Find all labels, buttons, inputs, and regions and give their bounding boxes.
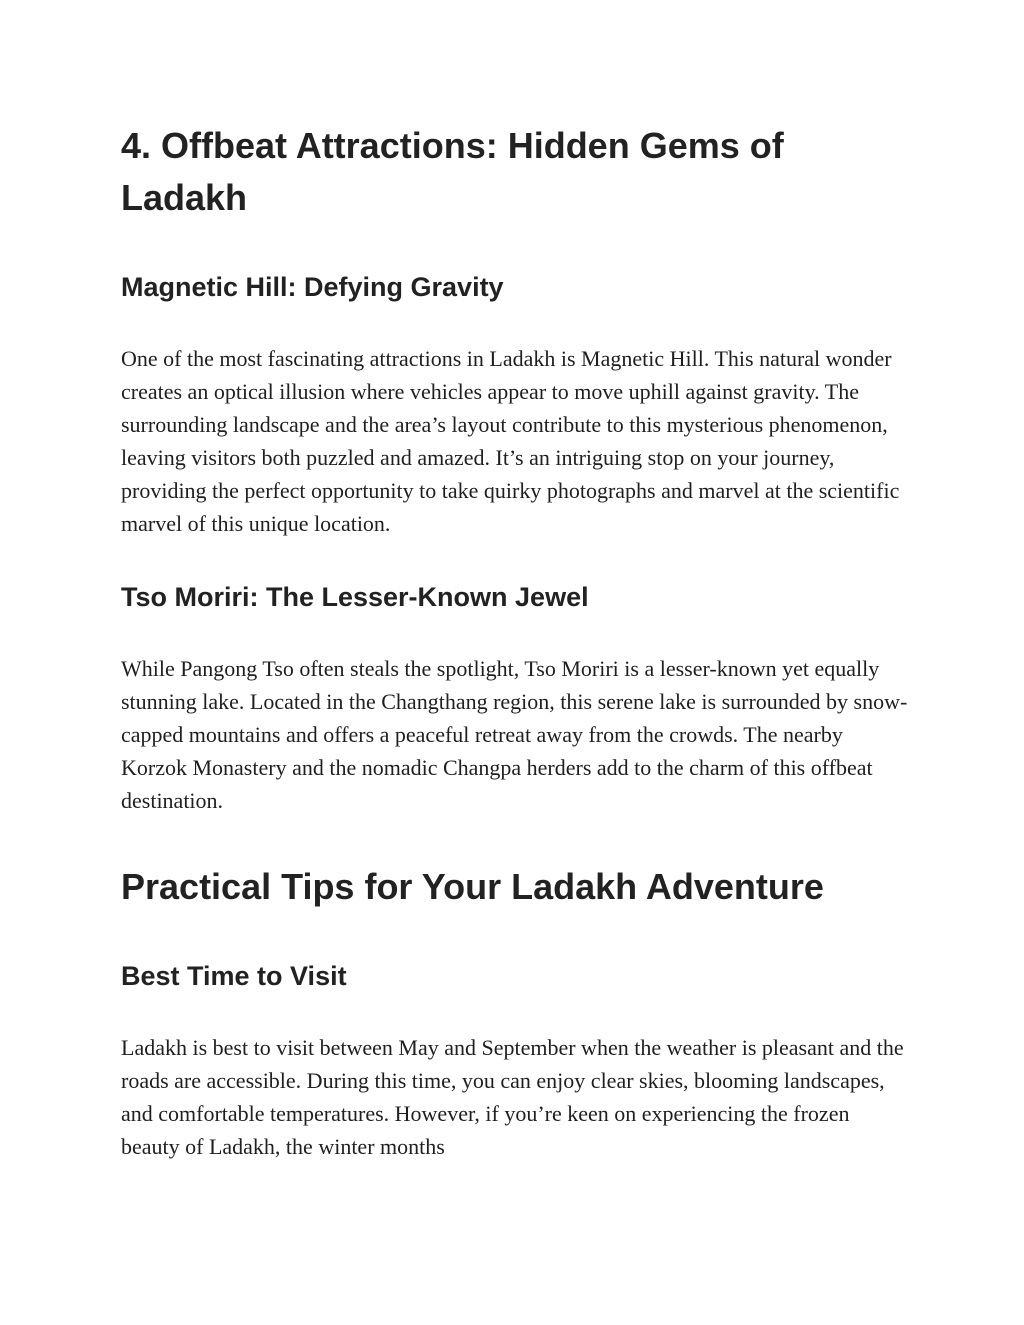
practical-tips-heading: Practical Tips for Your Ladakh Adventure	[121, 866, 824, 907]
tso-moriri-paragraph: While Pangong Tso often steals the spotlight, Tso Moriri is a lesser-known yet equally stunning lake. Located in the Changthang region, this serene lake is surrounded by snow-capped mountains and offers a peaceful retreat away from the crowds. The nearby Korzok Monastery and the nomadic Changpa herders add to the charm of this offbeat destination.	[121, 656, 908, 813]
document-page	[121, 120, 911, 1163]
offbeat-attractions-heading: 4. Offbeat Attractions: Hidden Gems of Ladakh	[121, 125, 784, 218]
magnetic-hill-paragraph: One of the most fascinating attractions in Ladakh is Magnetic Hill. This natural wonder creates an optical illusion where vehicles appear to move uphill against gravity. The surrounding landscape and the area’s layout contribute to this mysterious phenomenon, leaving visitors both puzzled and amazed. It’s an intriguing stop on your journey, providing the perfect opportunity to take quirky photographs and marvel at the scientific marvel of this unique location.	[121, 346, 900, 536]
best-time-heading: Best Time to Visit	[121, 961, 347, 991]
tso-moriri-heading: Tso Moriri: The Lesser-Known Jewel	[121, 582, 589, 612]
magnetic-hill-heading: Magnetic Hill: Defying Gravity	[121, 272, 504, 302]
best-time-paragraph: Ladakh is best to visit between May and September when the weather is pleasant and the roads are accessible. During this time, you can enjoy clear skies, blooming landscapes, and comfortable temperatures. However, if you’re keen on experiencing the frozen beauty of Ladakh, the winter months	[121, 1035, 904, 1159]
